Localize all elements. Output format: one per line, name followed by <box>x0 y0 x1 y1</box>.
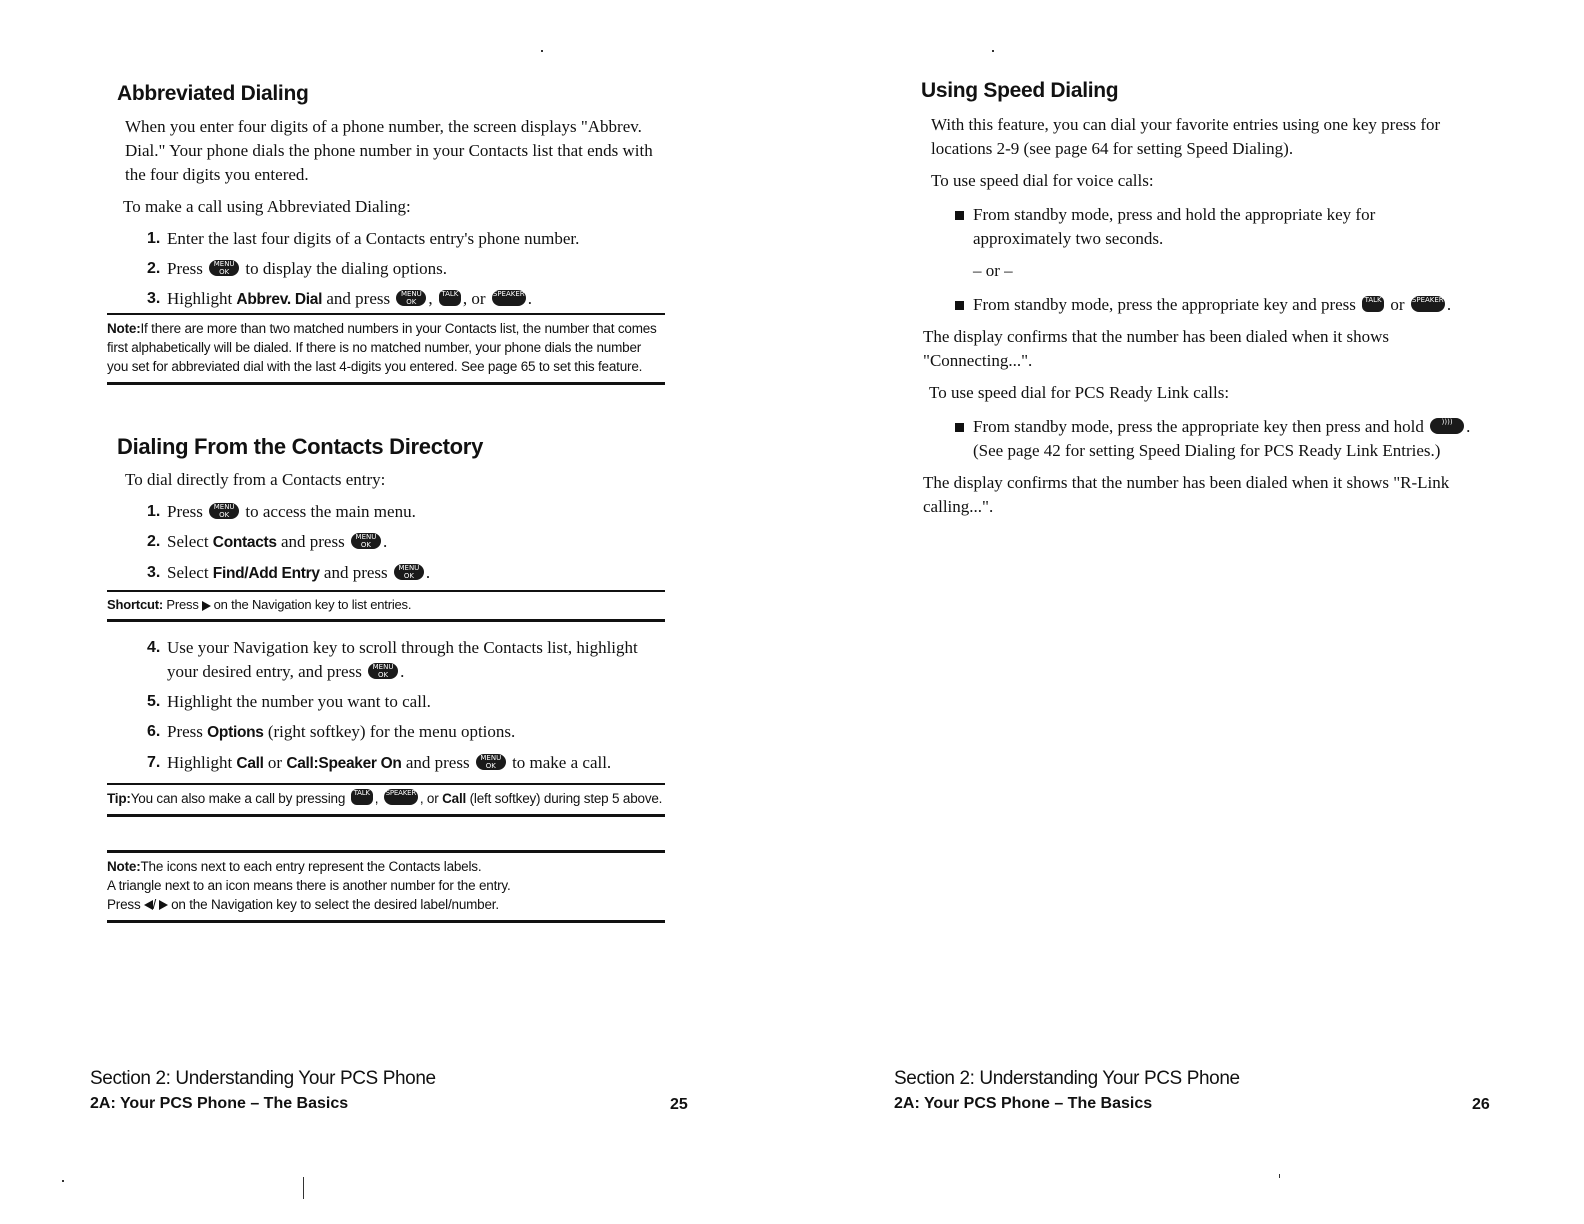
scan-artifact-line <box>303 1177 304 1199</box>
contacts-lead: To dial directly from a Contacts entry: <box>125 470 386 489</box>
contacts-steps-1 <box>147 500 665 586</box>
speed-voice-lead: To use speed dial for voice calls: <box>931 171 1154 190</box>
contacts-step-5: 5. Highlight the number you want to call. <box>147 692 431 711</box>
bullet-square-icon <box>955 301 964 310</box>
speaker-key-icon: SPEAKER <box>492 290 526 306</box>
contacts-step-2: 2. Select Contacts and press MENU OK . <box>147 532 388 551</box>
speed-rlink-lead: To use speed dial for PCS Ready Link calls: <box>929 383 1230 402</box>
talk-key-icon: TALK <box>439 290 461 306</box>
contacts-step-3: 3. Select Find/Add Entry and press MENU OK . <box>147 563 431 582</box>
footer-chapter-title: 2A: Your PCS Phone – The Basics <box>90 1095 349 1112</box>
abbrev-step-1: 1. Enter the last four digits of a Contacts entry's phone number. <box>147 229 580 248</box>
speed-bullet-3: From standby mode, press the appropriate key then press and hold )))) . (See page 42 for setting Speed Dialing for PCS Ready Link Entries.) <box>931 415 1471 463</box>
scan-artifact-dot <box>62 1180 64 1182</box>
shortcut-note: Shortcut: Press on the Navigation key to list entries. <box>107 590 665 622</box>
speed-dialing-body <box>923 113 1471 527</box>
contacts-step-4: 4. Use your Navigation key to scroll through the Contacts list, highlight your desired entry, and press MENU OK . <box>147 638 638 681</box>
speed-intro: With this feature, you can dial your favorite entries using one key press for locations 2-9 (see page 64 for setting Speed Dialing). <box>931 115 1441 158</box>
right-arrow-icon <box>159 900 168 910</box>
contacts-step-7: 7. Highlight Call or Call:Speaker On and press MENU OK to make a call. <box>147 753 612 772</box>
footer-section-title: Section 2: Understanding Your PCS Phone <box>90 1068 436 1089</box>
speed-bullet-1: From standby mode, press and hold the appropriate key for approximately two seconds. <box>931 203 1471 251</box>
talk-key-icon: TALK <box>351 789 373 805</box>
menu-ok-key-icon: MENU OK <box>209 503 239 519</box>
scan-artifact-dot <box>541 50 543 52</box>
contacts-step-1: 1. Press MENU OK to access the main menu. <box>147 502 416 521</box>
abbrev-step-3: 3. Highlight Abbrev. Dial and press MENU OK , TALK , or SPEAKER . <box>147 289 533 308</box>
page-number: 26 <box>1472 1096 1490 1113</box>
right-arrow-icon <box>202 601 211 611</box>
footer-chapter-title: 2A: Your PCS Phone – The Basics <box>894 1095 1153 1112</box>
ready-link-key-icon: )))) <box>1430 418 1464 434</box>
abbrev-note: Note:If there are more than two matched numbers in your Contacts list, the number that comes first alphabetically will be dialed. If there is no matched number, your phone dials the number you set for abbreviated dial with the last 4-digits you entered. See page 65 to set this feature. <box>107 313 665 385</box>
abbreviated-dialing-heading: Abbreviated Dialing <box>117 82 309 105</box>
left-arrow-icon <box>144 900 153 910</box>
menu-ok-key-icon: MENU OK <box>476 754 506 770</box>
tip-note: Tip:You can also make a call by pressing TALK , SPEAKER , or Call (left softkey) during step 5 above. <box>107 783 665 817</box>
speaker-key-icon: SPEAKER <box>1411 296 1445 312</box>
speed-voice-bullets <box>931 203 1471 251</box>
right-page <box>792 0 1584 1224</box>
contacts-labels-note: Note:The icons next to each entry represent the Contacts labels. A triangle next to an icon means there is another number for the entry. Press / on the Navigation key to select the desired label/number. <box>107 850 665 923</box>
bullet-square-icon <box>955 423 964 432</box>
abbrev-step-2: 2. Press MENU OK to display the dialing options. <box>147 259 448 278</box>
or-separator: – or – <box>973 261 1013 280</box>
contacts-steps-2 <box>147 636 665 776</box>
contacts-directory-body-2 <box>147 636 665 782</box>
abbrev-intro: When you enter four digits of a phone number, the screen displays "Abbrev. Dial." Your phone dials the phone number in your Contacts list that ends with the four digits you entered. <box>125 117 653 184</box>
abbreviated-dialing-body <box>125 115 665 318</box>
speed-confirm-1: The display confirms that the number has been dialed when it shows "Connecting...". <box>923 327 1389 370</box>
contacts-step-6: 6. Press Options (right softkey) for the menu options. <box>147 722 516 741</box>
contacts-directory-heading: Dialing From the Contacts Directory <box>117 434 484 459</box>
contacts-directory-body-1 <box>125 468 665 592</box>
menu-ok-key-icon: MENU OK <box>351 533 381 549</box>
bullet-square-icon <box>955 211 964 220</box>
scan-artifact-dot <box>1279 1174 1280 1178</box>
speed-confirm-2: The display confirms that the number has been dialed when it shows "R-Link calling...". <box>923 473 1450 516</box>
menu-ok-key-icon: MENU OK <box>396 290 426 306</box>
speed-bullet-2: From standby mode, press the appropriate key and press TALK or SPEAKER . <box>931 293 1471 317</box>
abbrev-lead: To make a call using Abbreviated Dialing: <box>123 197 411 216</box>
menu-ok-key-icon: MENU OK <box>368 663 398 679</box>
scan-artifact-dot <box>992 50 994 52</box>
abbrev-steps <box>147 227 665 312</box>
menu-ok-key-icon: MENU OK <box>209 260 239 276</box>
using-speed-dialing-heading: Using Speed Dialing <box>921 79 1119 102</box>
menu-ok-key-icon: MENU OK <box>394 564 424 580</box>
talk-key-icon: TALK <box>1362 296 1384 312</box>
footer-section-title: Section 2: Understanding Your PCS Phone <box>894 1068 1240 1089</box>
page-number: 25 <box>670 1096 688 1113</box>
speaker-key-icon: SPEAKER <box>384 789 418 805</box>
